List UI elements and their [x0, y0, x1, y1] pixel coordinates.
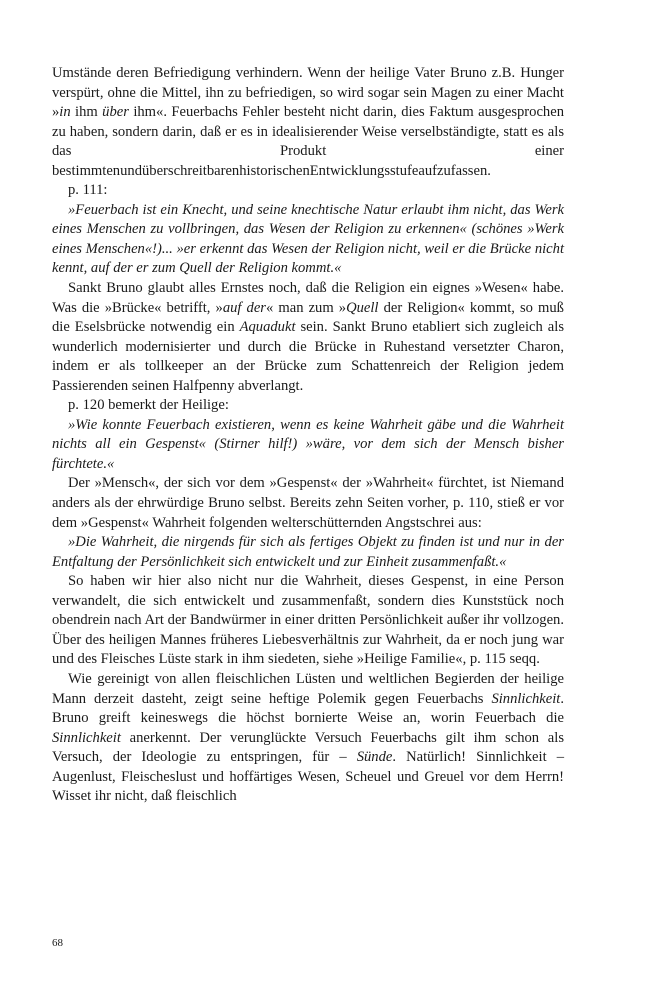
quotation-paragraph: [52, 533, 564, 572]
text-run: So haben wir hier also nicht nur die Wahrheit, dieses Gespenst, in eine Person verwandelt, die sich entwickelt und zusammenfaßt, sondern dies Kunststück noch obendrein nach Art der Bandwürmer in einer dritten Persönlichkeit außer ihr vollzogen. Über des heiligen Mannes früheres Liebesverhältnis zur Wahrheit, da er noch jung war und des Fleisches Lüste stark in ihm siedeten, siehe »Heilige Familie«, p. 115 seqq.: [52, 573, 564, 668]
text-run: Der »Mensch«, der sich vor dem »Gespenst« der »Wahrheit« fürchtet, ist Niemand anders als der ehrwürdige Bruno selbst. Bereits zehn Seiten vorher, p. 110, stieß er vor dem »Gespenst« Wahrheit folgenden welterschütternden Angstschrei aus:: [52, 475, 564, 531]
text-run: der Religion« kommt, so muß die Eselsbrücke notwendig ein: [52, 299, 564, 336]
paragraph: [52, 670, 564, 807]
emphasis-text: auf der: [222, 299, 266, 316]
paragraph: [52, 64, 564, 181]
text-run: »Feuerbach ist ein Knecht, und seine knechtische Natur erlaubt ihm nicht, das Werk eines Menschen zu vollbringen, das Wesen der Religion zu erkennen« (schönes »Werk eines Menschen«!)... »er erkennt das Wesen der Religion nicht, weil er die Brücke nicht kennt, auf der er zum Quell der Religion kommt.«: [52, 201, 564, 277]
quotation-paragraph: [52, 201, 564, 279]
paragraph: [52, 396, 564, 416]
text-run: »Wie konnte Feuerbach existieren, wenn es keine Wahrheit gäbe und die Wahrheit nichts all ein Gespenst« (Stirner hilf!) »wäre, vor dem sich der Mensch bisher fürchtete.«: [52, 416, 564, 472]
text-run: . Natürlich! Sinnlichkeit – Augenlust, Fleischeslust und hoffärtiges Wesen, Scheuel und Greuel vor dem Herrn! Wisset ihr nicht, daß fleischlich: [52, 749, 564, 805]
text-run: p. 111:: [68, 182, 108, 199]
emphasis-text: Sünde: [356, 749, 393, 766]
text-run: anerkennt. Der verunglückte Versuch Feuerbachs gilt ihm schon als Versuch, der Ideologie zu entspringen, für –: [52, 729, 564, 766]
body-text: [52, 64, 564, 807]
emphasis-text: über: [102, 104, 129, 121]
emphasis-text: Sinnlichkeit: [491, 690, 561, 707]
text-run: « man zum »: [266, 299, 347, 316]
paragraph: [52, 474, 564, 533]
text-run: Wie gereinigt von allen fleischlichen Lüsten und weltlichen Begierden der heilige Mann derzeit dasteht, zeigt seine heftige Polemik gegen Feuerbachs: [52, 670, 564, 707]
paragraph: [52, 181, 564, 201]
paragraph: [52, 572, 564, 670]
text-run: . Bruno greift keineswegs die höchst bornierte Weise an, worin Feuerbach die: [52, 690, 564, 727]
emphasis-text: Quell: [346, 299, 379, 316]
emphasis-text: in: [59, 104, 71, 121]
text-run: sein. Sankt Bruno etabliert sich zugleich als wunderlich modernisierter und durch die Brücke in Ruhestand versetzter Charon, indem er als tollkeeper an der Brücke zum Schattenreich der Religion jedem Passierenden seinen Halfpenny abverlangt.: [52, 319, 564, 394]
page-number: 68: [52, 937, 63, 949]
paragraph: [52, 279, 564, 396]
emphasis-text: Sinnlichkeit: [52, 729, 121, 746]
emphasis-text: Aquadukt: [239, 319, 296, 336]
text-run: ihm: [70, 104, 103, 121]
text-run: p. 120 bemerkt der Heilige:: [68, 397, 229, 414]
quotation-paragraph: [52, 416, 564, 475]
text-run: Umstände deren Befriedigung verhindern. Wenn der heilige Vater Bruno z.B. Hunger verspürt, ohne die Mittel, ihn zu befriedigen, so wird sogar sein Magen zu einer Macht »: [52, 65, 564, 121]
text-run: Sankt Bruno glaubt alles Ernstes noch, daß die Religion ein eignes »Wesen« habe. Was die »Brücke« betrifft, »: [52, 280, 564, 316]
text-run: »Die Wahrheit, die nirgends für sich als fertiges Objekt zu finden ist und nur in der Entfaltung der Persönlichkeit sich entwickelt und zur Einheit zusammenfaßt.«: [52, 534, 564, 570]
text-run: ihm«. Feuerbachs Fehler besteht nicht darin, dies Faktum ausgesprochen zu haben, sondern darin, daß er es in idealisierender Weise verselbständigte, statt es als das Produkt einer bestimmtenundüberschreitbarenhistorischenEntwicklungsstufeaufzufassen.: [52, 104, 565, 179]
